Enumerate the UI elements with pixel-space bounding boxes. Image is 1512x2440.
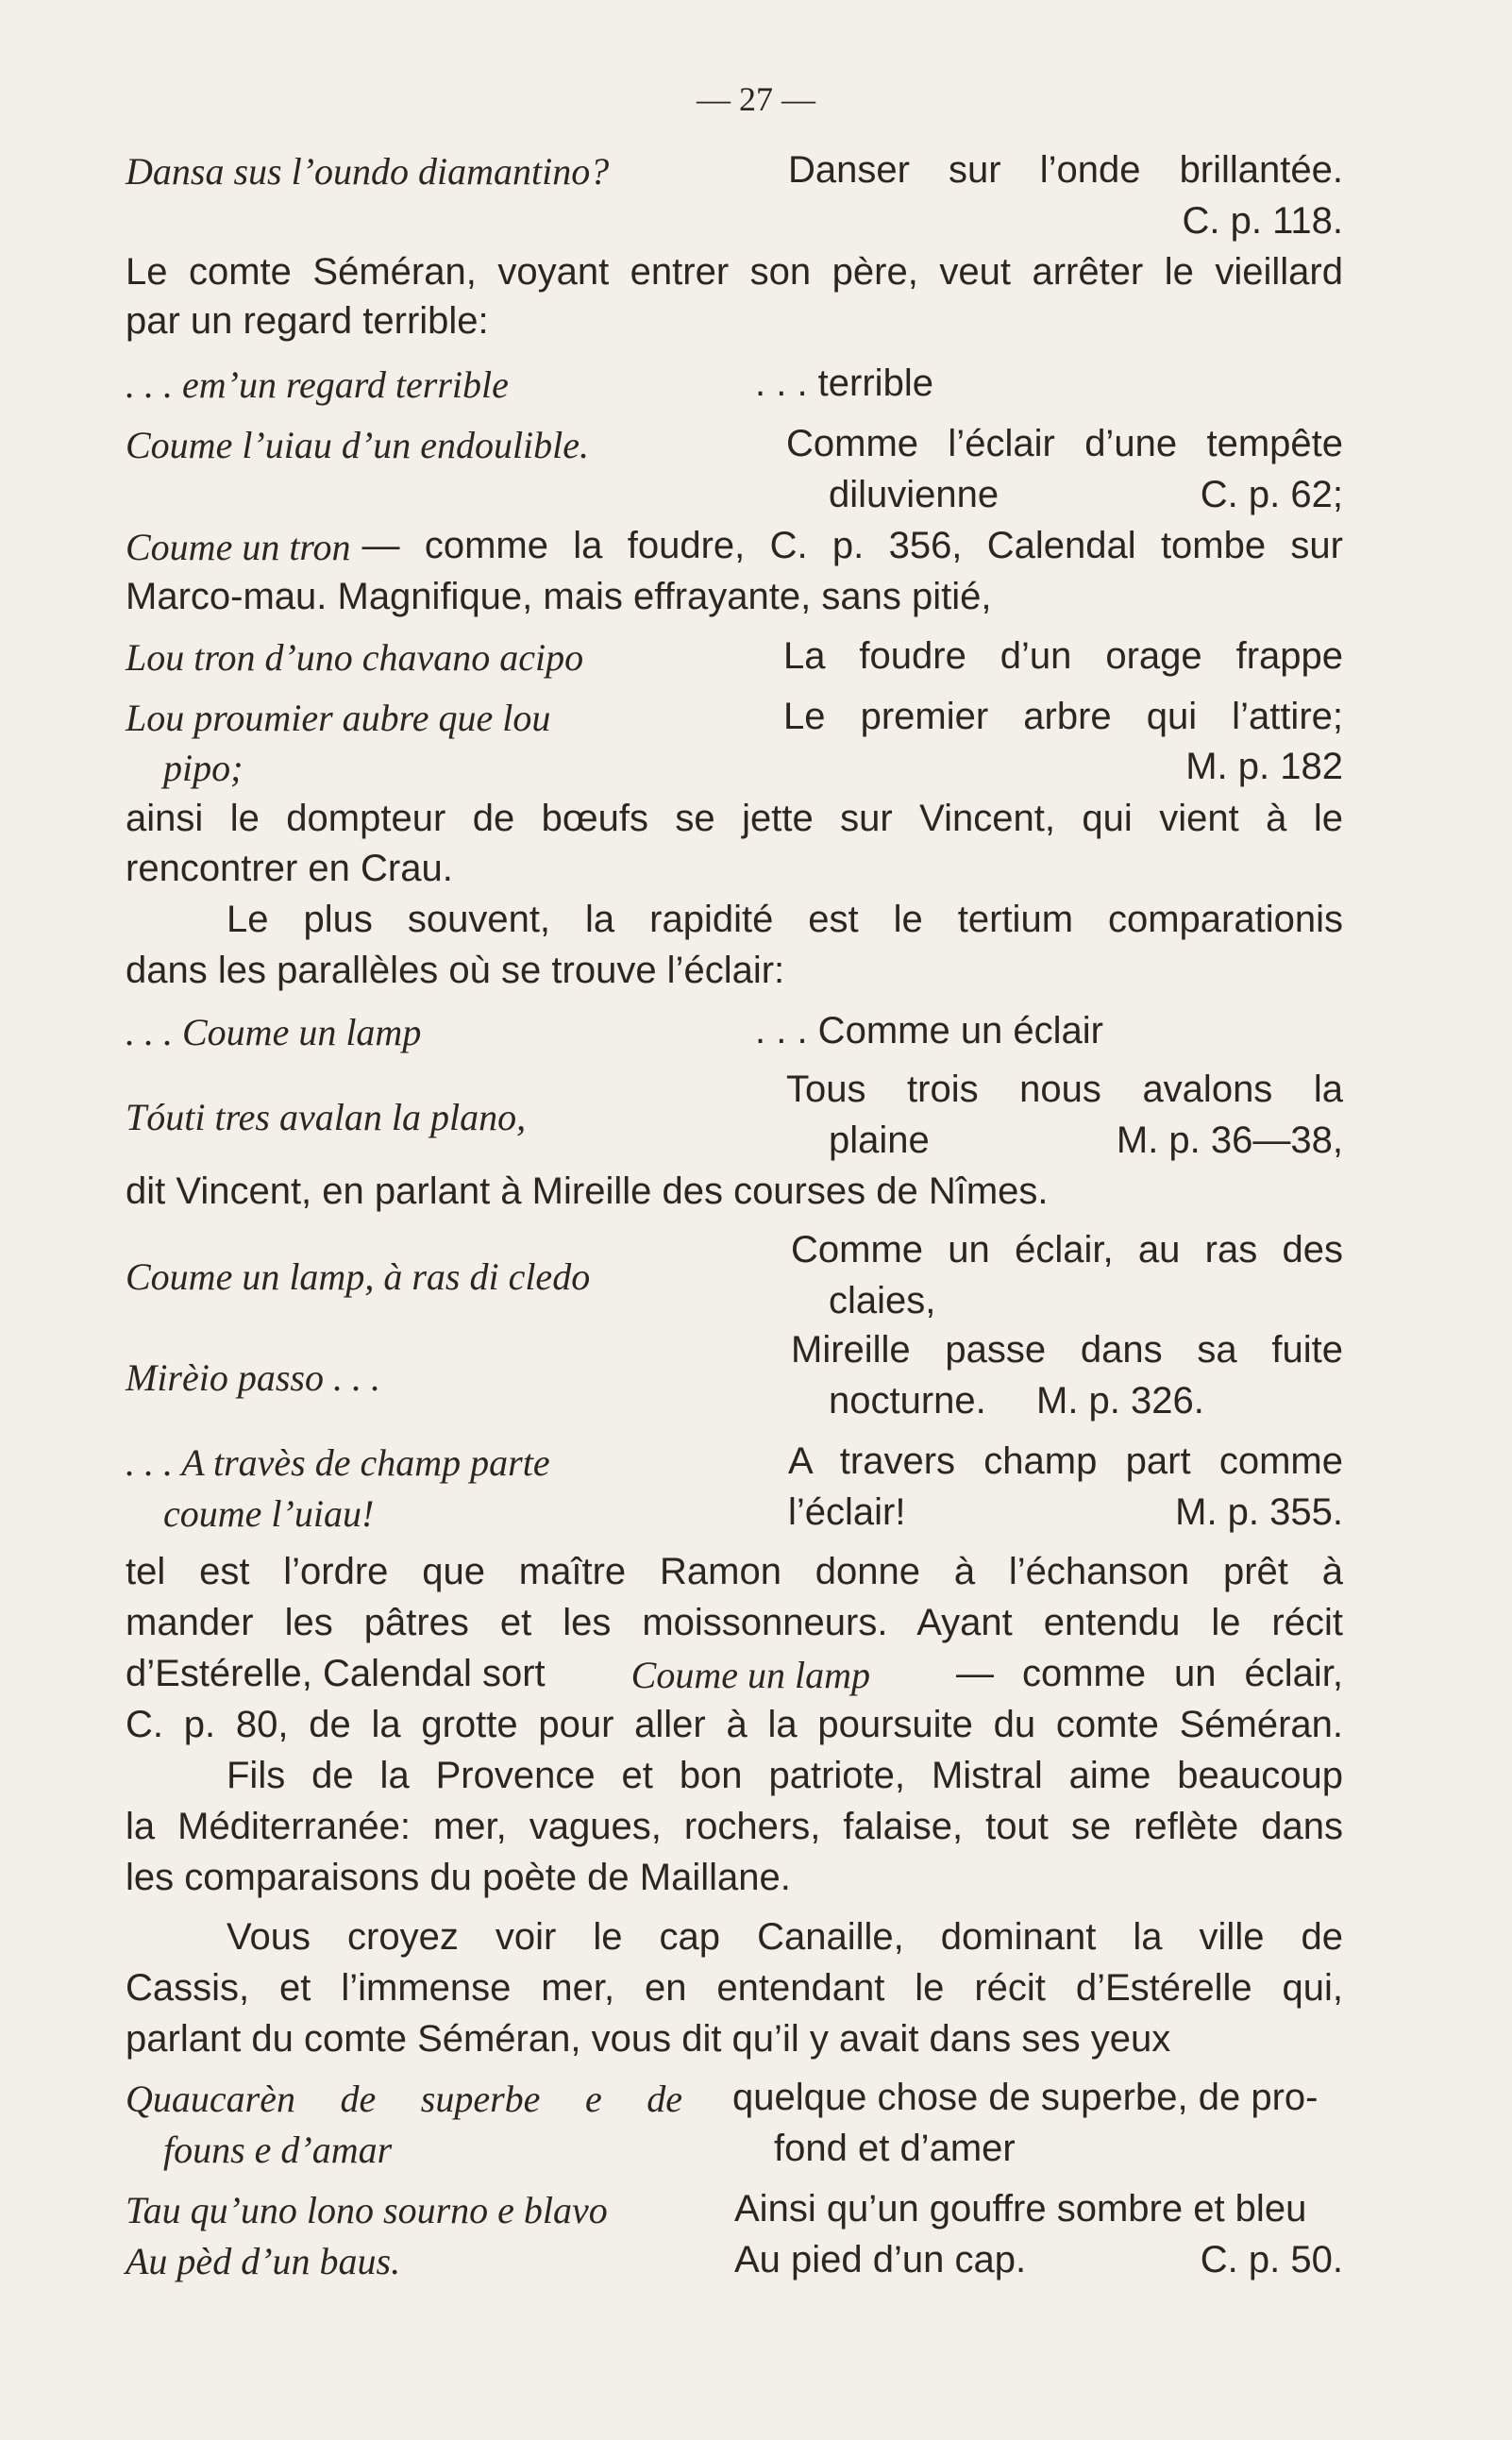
inline-occitan: Coume un tron bbox=[126, 526, 351, 568]
paragraph-line: rencontrer en Crau. bbox=[126, 848, 453, 889]
verse-french: quelque chose de superbe, de pro- bbox=[732, 2077, 1319, 2118]
verse-french: A travers champ part comme bbox=[788, 1440, 1343, 1482]
verse-occitan: Coume l’uiau d’un endoulible. bbox=[126, 424, 590, 466]
paragraph-line: les comparaisons du poète de Maillane. bbox=[126, 1857, 791, 1898]
reference: C. p. 118. bbox=[1182, 200, 1343, 242]
paragraph-line: mander les pâtres et les moissonneurs. Ayant entendu le récit bbox=[126, 1602, 1343, 1643]
paragraph-line bbox=[126, 1653, 1343, 1697]
verse-occitan: Quaucarèn de superbe e de bbox=[126, 2078, 682, 2120]
paragraph-line: dans les parallèles où se trouve l’éclair: bbox=[126, 950, 785, 991]
verse-occitan: Lou proumier aubre que lou bbox=[126, 697, 551, 739]
reference: M. p. 36—38, bbox=[1116, 1119, 1343, 1161]
page-number: — 27 — bbox=[697, 80, 815, 118]
verse-french-cont: nocturne. bbox=[829, 1380, 986, 1422]
paragraph-line: C. p. 80, de la grotte pour aller à la poursuite du comte Séméran. bbox=[126, 1704, 1343, 1745]
verse-french-cont: diluvienne bbox=[829, 474, 1000, 515]
verse-french: . . . terrible bbox=[755, 362, 933, 404]
paragraph-line: tel est l’ordre que maître Ramon donne à l’échanson prêt à bbox=[126, 1551, 1343, 1592]
verse-french-cont: plaine bbox=[829, 1119, 930, 1161]
reference: M. p. 182 bbox=[1185, 746, 1343, 787]
paragraph-line: Fils de la Provence et bon patriote, Mistral aime beaucoup bbox=[227, 1755, 1343, 1796]
verse-french: Ainsi qu’un gouffre sombre et bleu bbox=[734, 2188, 1307, 2230]
verse-french: Le premier arbre qui l’attire; bbox=[783, 696, 1343, 737]
verse-occitan: Tóuti tres avalan la plano, bbox=[126, 1096, 527, 1138]
paragraph-line: Vous croyez voir le cap Canaille, dominant la ville de bbox=[227, 1916, 1343, 1958]
verse-french-cont: l’éclair! bbox=[788, 1491, 906, 1533]
paragraph-line bbox=[126, 525, 1343, 569]
verse-french: Comme l’éclair d’une tempête bbox=[786, 423, 1343, 464]
verse-french: Mireille passe dans sa fuite bbox=[791, 1329, 1343, 1371]
verse-french: . . . Comme un éclair bbox=[755, 1010, 1104, 1052]
inline-occitan: Coume un lamp bbox=[630, 1654, 870, 1696]
verse-occitan: Mirèio passo . . . bbox=[126, 1356, 380, 1399]
reference: C. p. 50. bbox=[1200, 2239, 1343, 2280]
inline-text: — comme un éclair, bbox=[956, 1653, 1343, 1694]
paragraph-line: par un regard terrible: bbox=[126, 300, 489, 342]
paragraph-line: Marco-mau. Magnifique, mais effrayante, sans pitié, bbox=[126, 576, 992, 617]
verse-occitan: . . . A travès de champ parte bbox=[126, 1441, 550, 1484]
paragraph-line: Cassis, et l’immense mer, en entendant le récit d’Estérelle qui, bbox=[126, 1967, 1343, 2009]
verse-occitan: . . . Coume un lamp bbox=[126, 1011, 422, 1053]
paragraph-line: la Méditerranée: mer, vagues, rochers, falaise, tout se reflète dans bbox=[126, 1806, 1343, 1847]
verse-occitan: Dansa sus l’oundo diamantino? bbox=[126, 150, 610, 193]
paragraph-line: dit Vincent, en parlant à Mireille des courses de Nîmes. bbox=[126, 1170, 1049, 1212]
paragraph-line: parlant du comte Séméran, vous dit qu’il y avait dans ses yeux bbox=[126, 2018, 1171, 2060]
reference: M. p. 355. bbox=[1175, 1491, 1343, 1533]
verse-french: Au pied d’un cap. bbox=[734, 2239, 1027, 2280]
paragraph-line: Le plus souvent, la rapidité est le tertium comparationis bbox=[227, 899, 1343, 940]
verse-french: La foudre d’un orage frappe bbox=[783, 635, 1343, 677]
paragraph-line: Le comte Séméran, voyant entrer son père, veut arrêter le vieillard bbox=[126, 251, 1343, 293]
reference: C. p. 62; bbox=[1200, 474, 1343, 515]
verse-french-cont: fond et d’amer bbox=[774, 2128, 1016, 2169]
verse-occitan: Coume un lamp, à ras di cledo bbox=[126, 1255, 591, 1298]
verse-occitan: . . . em’un regard terrible bbox=[126, 363, 509, 406]
verse-occitan: Lou tron d’uno chavano acipo bbox=[126, 636, 584, 679]
inline-text: d’Estérelle, Calendal sort bbox=[126, 1653, 546, 1694]
verse-occitan: Tau qu’uno lono sourno e blavo bbox=[126, 2189, 608, 2231]
verse-french: Tous trois nous avalons la bbox=[786, 1069, 1343, 1110]
verse-occitan: Au pèd d’un baus. bbox=[126, 2240, 401, 2282]
reference: M. p. 326. bbox=[1036, 1380, 1204, 1422]
verse-occitan-cont: coume l’uiau! bbox=[163, 1492, 375, 1535]
verse-french-cont: claies, bbox=[829, 1280, 936, 1321]
inline-text: — comme la foudre, C. p. 356, Calendal tombe sur bbox=[361, 525, 1343, 566]
verse-occitan-cont: founs e d’amar bbox=[163, 2129, 393, 2171]
paragraph-line: ainsi le dompteur de bœufs se jette sur Vincent, qui vient à le bbox=[126, 798, 1343, 839]
verse-occitan-cont: pipo; bbox=[163, 747, 244, 789]
verse-french: Danser sur l’onde brillantée. bbox=[788, 149, 1343, 191]
verse-french: Comme un éclair, au ras des bbox=[791, 1229, 1343, 1270]
